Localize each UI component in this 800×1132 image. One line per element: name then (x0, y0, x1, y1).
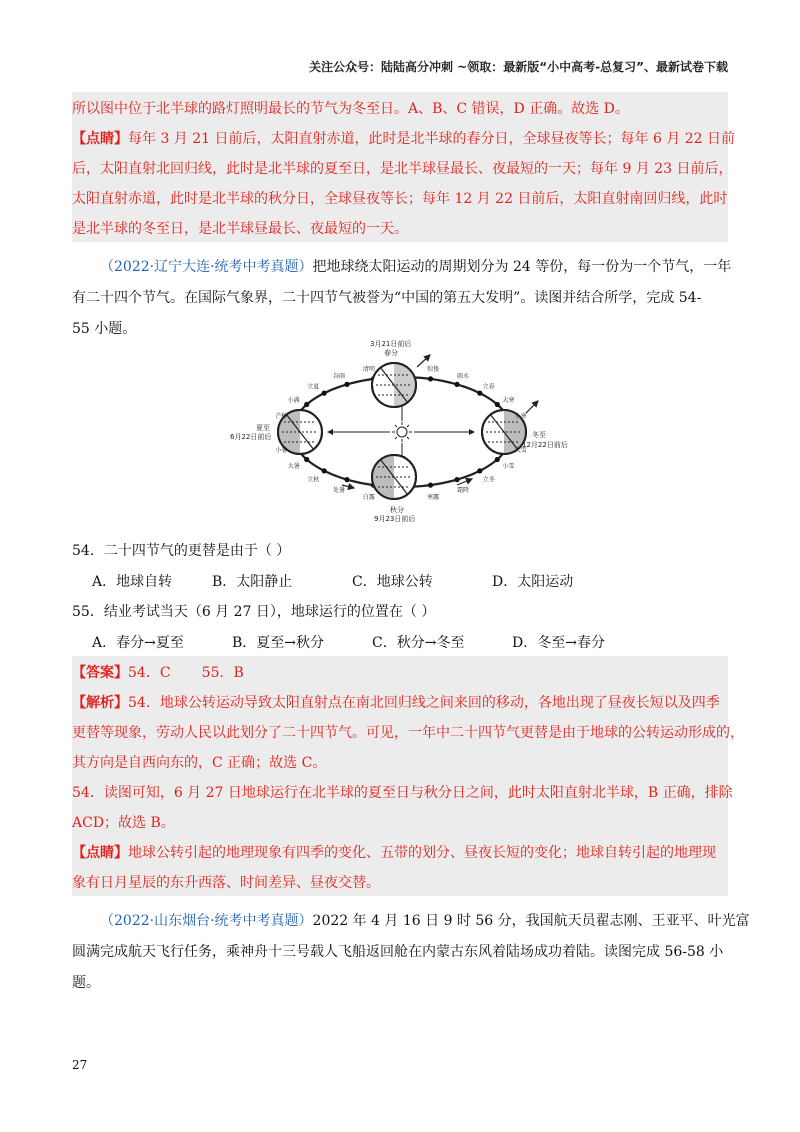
summer-date-label: 6月22日前后 (230, 433, 272, 441)
term-dot (304, 457, 309, 462)
term-label: 立夏 (307, 383, 320, 391)
tip-line-2: 后，太阳直射北回归线，此时是北半球的夏至日，是北半球昼最长、夜最短的一天；每年 9 月 23 日前后， (72, 161, 733, 177)
page-header: 关注公众号：陆陆高分冲刺 ~领取：最新版“小中高考-总复习”、最新试卷下载 (309, 60, 728, 74)
answer-label: 【答案】 (72, 665, 128, 681)
winter-date-label: 12月22日前后 (522, 441, 568, 449)
q55-option-a: A．春分→夏至 (92, 635, 184, 651)
tip2-line-1 (72, 842, 716, 862)
term-label: 雨水 (457, 372, 470, 380)
term-label: 小雪 (502, 463, 515, 470)
term-label: 大寒 (502, 397, 515, 404)
term-dot (322, 468, 327, 473)
intro-line-1 (100, 256, 731, 276)
term-label: 大暑 (287, 463, 300, 470)
term-dot (495, 457, 500, 462)
earth-orbit-diagram (222, 337, 582, 532)
tip2-label: 【点睛】 (72, 845, 128, 861)
term-label: 立冬 (482, 476, 495, 484)
source-tag-2: （2022·山东烟台·统考中考真题） (100, 913, 313, 929)
summer-label: 夏至 (256, 424, 270, 432)
term-dot (495, 402, 500, 407)
tip-text: 每年 3 月 21 日前后，太阳直射赤道，此时是北半球的春分日，全球昼夜等长；每年 6 月 22 日前 (128, 131, 736, 147)
term-label: 立秋 (307, 476, 320, 484)
term-dot (477, 468, 482, 473)
q54-option-c: C．地球公转 (352, 574, 433, 590)
sun-icon (392, 422, 412, 442)
winter-label: 冬至 (532, 431, 546, 439)
q54-option-a: A．地球自转 (92, 574, 173, 590)
analysis-line-1 (72, 692, 720, 712)
intro2-line-1 (100, 910, 750, 930)
q55-option-c: C．秋分→冬至 (372, 635, 465, 651)
analysis-line-3: 其方向是自西向东的，C 正确；故选 C。 (72, 755, 327, 771)
source-tag: （2022·辽宁大连·统考中考真题） (100, 259, 313, 275)
term-label: 清明 (362, 366, 375, 374)
answer-text: 54．C 55．B (128, 665, 244, 681)
term-dot (428, 376, 433, 381)
q54-stem: 54．二十四节气的更替是由于（ ） (72, 543, 291, 559)
solution-line: 所以图中位于北半球的路灯照明最长的节气为冬至日。A、B、C 错误，D 正确。故选 D。 (72, 101, 629, 117)
q55-stem: 55．结业考试当天（6 月 27 日），地球运行的位置在（ ） (72, 604, 436, 620)
term-dot (428, 483, 433, 488)
tip-line-1 (72, 128, 735, 148)
intro2-line-3: 题。 (72, 975, 100, 991)
earth-autumn-icon (372, 455, 416, 499)
intro2-text: 2022 年 4 月 16 日 9 时 56 分，我国航天员翟志刚、王亚平、叶光富 (312, 913, 750, 929)
tip2-text: 地球公转引起的地理现象有四季的变化、五带的划分、昼夜长短的变化；地球自转引起的地理现 (128, 845, 716, 861)
autumn-label: 秋分 (390, 506, 404, 514)
q55-option-d: D．冬至→春分 (512, 635, 605, 651)
intro-line-3: 55 小题。 (72, 321, 137, 337)
intro-line-2: 有二十四个节气。在国际气象界，二十四节气被誉为“中国的第五大发明”。读图并结合所学，完成 54- (72, 290, 702, 306)
term-label: 谷雨 (333, 372, 346, 380)
analysis-line-2: 更替等现象，劳动人民以此划分了二十四节气。可见，一年中二十四节气更替是由于地球的公转运动形成的， (72, 725, 744, 741)
q54-option-d: D．太阳运动 (492, 574, 574, 590)
autumn-date-label: 9月23日前后 (374, 515, 416, 523)
analysis-line-5: ACD；故选 B。 (72, 815, 175, 831)
q54-option-b: B．太阳静止 (212, 574, 293, 590)
analysis-label: 【解析】 (72, 695, 128, 711)
intro-text: 把地球绕太阳运动的周期划分为 24 等份，每一份为一个节气，一年 (312, 259, 732, 275)
tip-label: 【点睛】 (72, 131, 128, 147)
term-label: 芒种 (275, 412, 288, 420)
term-dot (454, 382, 459, 387)
term-label: 小满 (287, 397, 300, 404)
answer-line (72, 662, 244, 682)
earth-spring-icon (372, 355, 430, 407)
term-label: 寒露 (427, 493, 440, 501)
term-dot (322, 391, 327, 396)
term-dot (304, 402, 309, 407)
term-label: 立春 (482, 383, 495, 391)
term-dot (344, 477, 349, 482)
term-label: 惊蛰 (427, 366, 440, 374)
page-number: 27 (72, 1058, 88, 1072)
term-dot (454, 477, 459, 482)
analysis-text: 54．地球公转运动导致太阳直射点在南北回归线之间来回的移动，各地出现了昼夜长短以及四季 (128, 695, 720, 711)
term-label: 大雪 (514, 447, 527, 455)
term-label: 霜降 (457, 487, 470, 495)
tip-line-4: 是北半球的冬至日，是北半球昼最长、夜最短的一天。 (72, 221, 408, 237)
intro2-line-2: 圆满完成航天飞行任务，乘神舟十三号载人飞船返回舱在内蒙古东风着陆场成功着陆。读图完成 56-58 小 (72, 944, 724, 960)
term-label: 处暑 (333, 487, 346, 495)
q55-option-b: B．夏至→秋分 (232, 635, 325, 651)
spring-label: 春分 (384, 349, 398, 357)
tip-line-3: 太阳直射赤道，此时是北半球的秋分日，全球昼夜等长；每年 12 月 22 日前后，太阳直射南回归线，此时 (72, 191, 728, 207)
tip2-line-2: 象有日月星辰的东升西落、时间差异、昼夜交替。 (72, 875, 380, 891)
term-label: 小寒 (514, 412, 527, 420)
spring-date-label: 3月21日前后 (370, 340, 412, 348)
term-dot (344, 382, 349, 387)
analysis-line-4: 54．读图可知，6 月 27 日地球运行在北半球的夏至日与秋分日之间，此时太阳直射北半球，B 正确，排除 (72, 785, 733, 801)
term-label: 白露 (362, 493, 375, 501)
term-dot (477, 391, 482, 396)
term-label: 小暑 (275, 447, 288, 455)
